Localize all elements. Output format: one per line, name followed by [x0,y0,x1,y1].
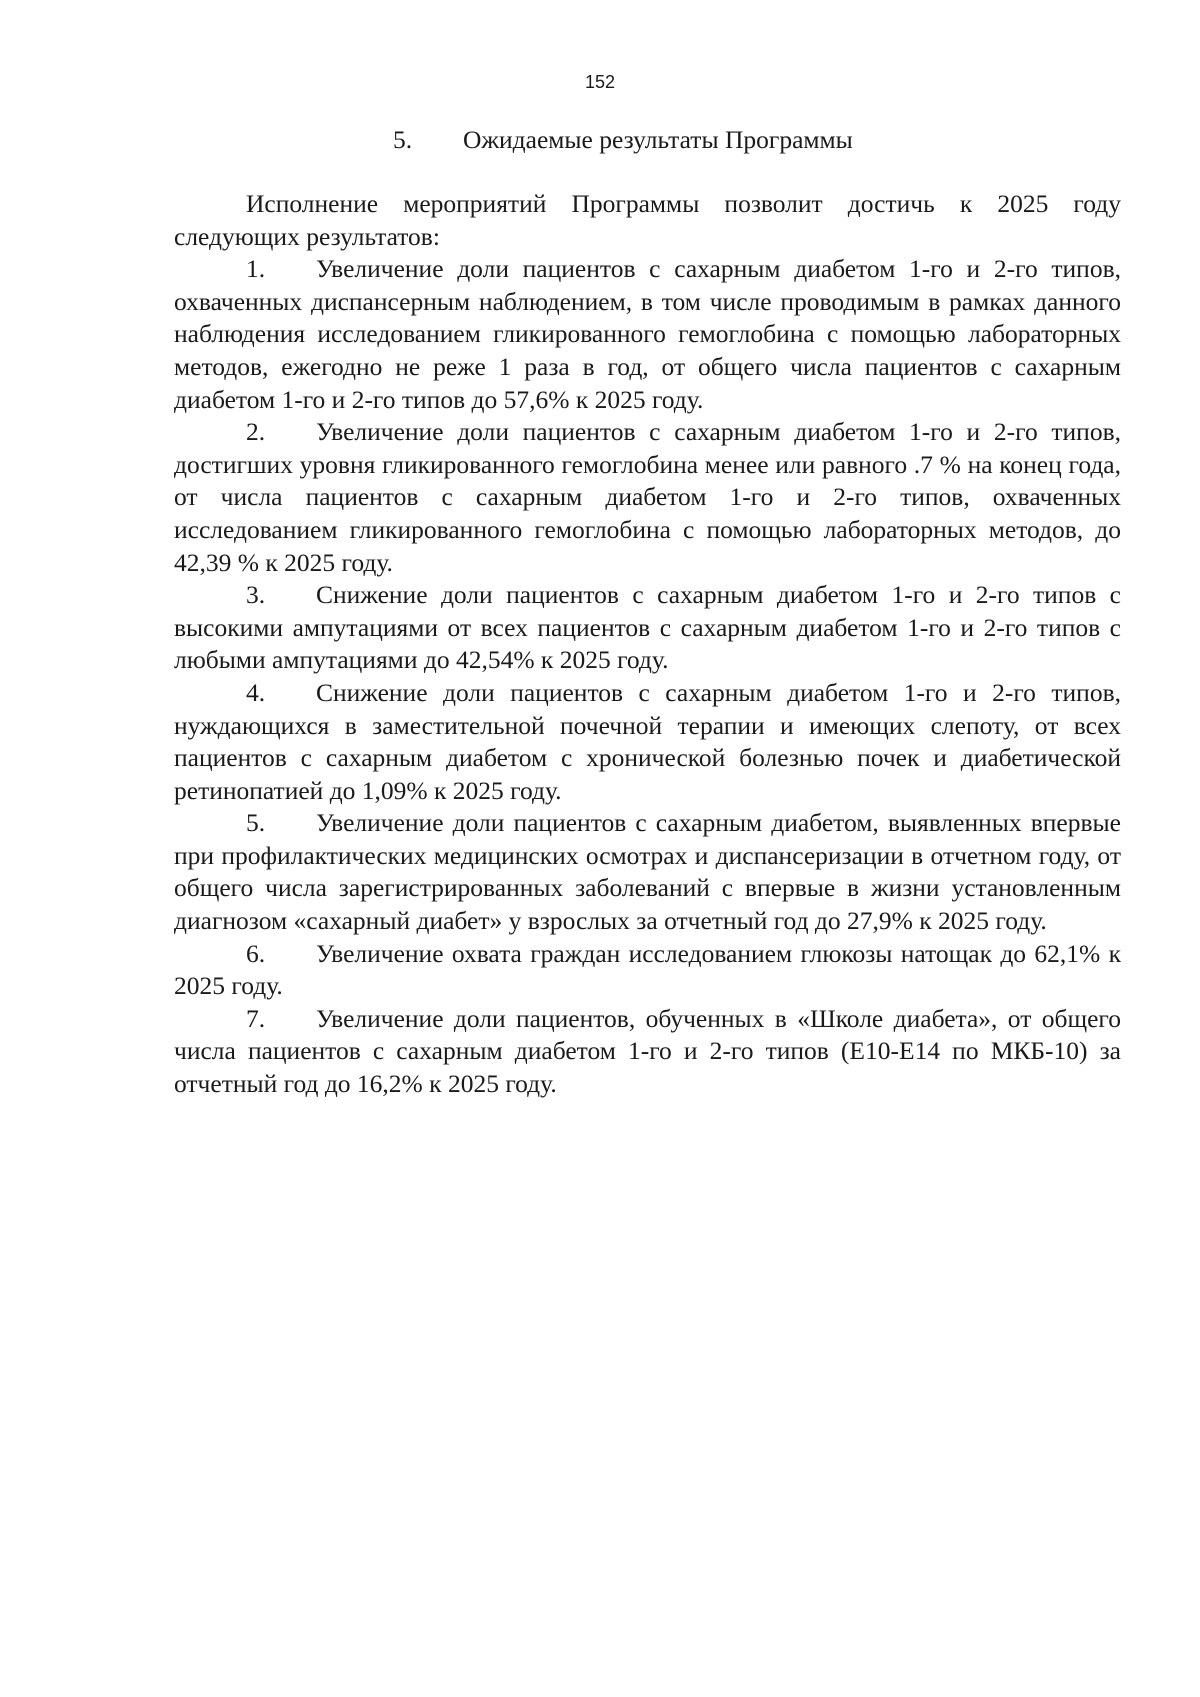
list-item-5 [174,807,1121,937]
item-number: 5. [246,808,266,838]
list-item-7 [174,1003,1121,1101]
section-heading [393,124,853,156]
item-text: Увеличение доли пациентов, обученных в «Школе диабета», от общего числа пациентов с сахарным диабетом 1-го и 2-го типов (Е10-Е14 по МКБ-10) за отчетный год до 16,2% к 2025 году. [174,1003,1121,1099]
item-text: Снижение доли пациентов с сахарным диабетом 1-го и 2-го типов, нуждающихся в заместительной почечной терапии и имеющих слепоту, от всех пациентов с сахарным диабетом с хронической болезнью почек и диабетической ретинопатией до 1,09% к 2025 году. [174,677,1121,805]
list-item-1 [174,253,1121,416]
intro-paragraph: Исполнение мероприятий Программы позволит достичь к 2025 году следующих результатов: [174,189,1121,251]
item-text: Снижение доли пациентов с сахарным диабетом 1-го и 2-го типов с высокими ампутациями от всех пациентов с сахарным диабетом 1-го и 2-го типов с любыми ампутациями до 42,54% к 2025 году. [174,580,1121,675]
list-item-3 [174,579,1121,677]
document-body [174,188,1121,1101]
item-number: 7. [246,1003,266,1033]
item-number: 6. [246,938,266,968]
list-item-6 [174,938,1121,1003]
item-number: 4. [246,677,266,707]
item-text: Увеличение охвата граждан исследованием глюкозы натощак до 62,1% к 2025 году. [174,938,1121,1001]
page-number: 152 [584,72,616,92]
list-item-4 [174,677,1121,807]
section-number: 5. [393,125,413,154]
item-number: 2. [246,417,266,447]
item-text: Увеличение доли пациентов с сахарным диабетом 1-го и 2-го типов, охваченных диспансерным наблюдением, в том числе проводимым в рамках данного наблюдения исследованием гликированного гемоглобина с помощью лабораторных методов, ежегодно не реже 1 раза в год, от общего числа пациентов с сахарным диабетом 1-го и 2-го типов до 57,6% к 2025 году. [174,254,1121,414]
item-text: Увеличение доли пациентов с сахарным диабетом, выявленных впервые при профилактических медицинских осмотрах и диспансеризации в отчетном году, от общего числа зарегистрированных заболеваний с впервые в жизни установленным диагнозом «сахарный диабет» у взрослых за отчетный год до 27,9% к 2025 году. [174,808,1121,936]
list-item-2 [174,416,1121,579]
item-number: 3. [246,580,266,610]
section-title: Ожидаемые результаты Программы [463,125,853,154]
item-text: Увеличение доли пациентов с сахарным диабетом 1-го и 2-го типов, достигших уровня гликированного гемоглобина менее или равного .7 % на конец года, от числа пациентов с сахарным диабетом 1-го и 2-го типов, охваченных исследованием гликированного гемоглобина с помощью лабораторных методов, до 42,39 % к 2025 году. [174,417,1121,577]
item-number: 1. [246,254,266,284]
